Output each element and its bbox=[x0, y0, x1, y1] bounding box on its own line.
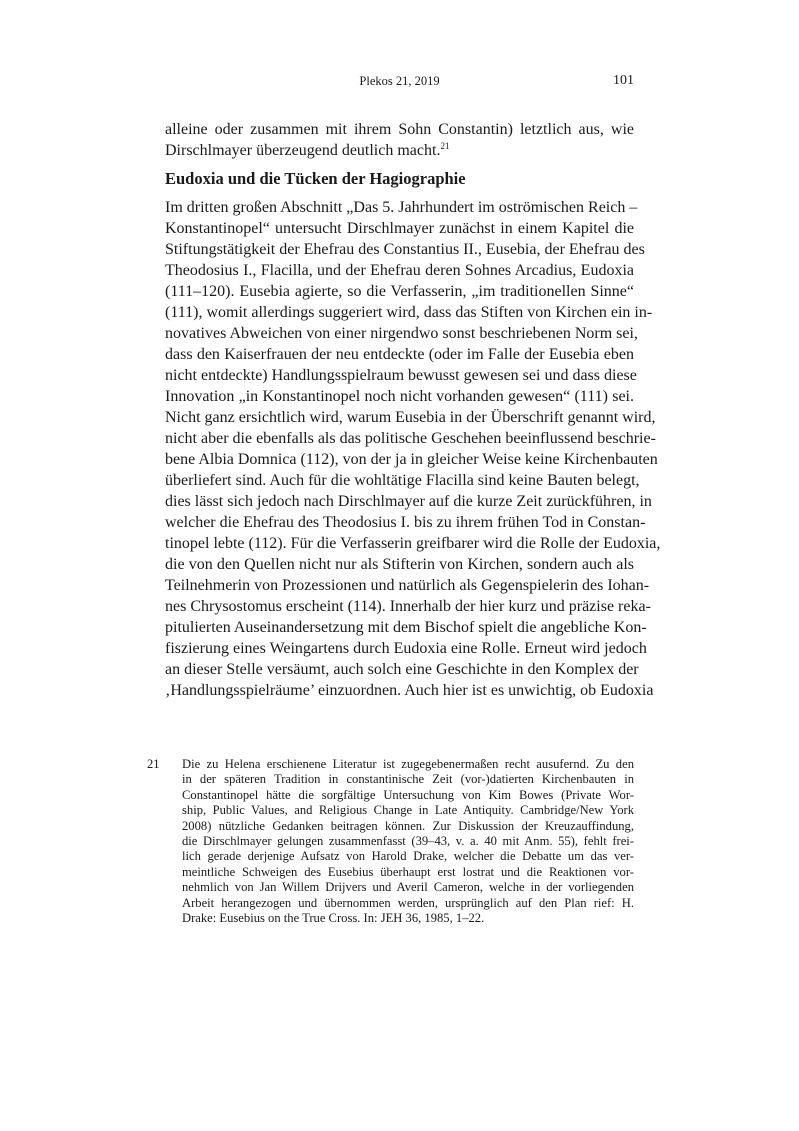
footnote-number: 21 bbox=[147, 757, 160, 771]
text-line: novatives Abweichen von einer nirgendwo sonst beschriebenen Norm sei, bbox=[165, 325, 638, 342]
text-line: Drake: Eusebius on the True Cross. In: JEH 36, 1985, 1–22. bbox=[182, 910, 485, 925]
text-line: (111), womit allerdings suggeriert wird, dass das Stiften von Kirchen ein in- bbox=[165, 304, 653, 321]
text-line: Konstantinopel“ untersucht Dirschlmayer zunächst in einem Kapitel die bbox=[165, 220, 634, 237]
text-line: tinopel lebte (112). Für die Verfasserin greifbarer wird die Rolle der Eudoxia, bbox=[165, 535, 661, 552]
text-line: Stiftungstätigkeit der Ehefrau des Constantius II., Eusebia, der Ehefrau des bbox=[165, 241, 645, 258]
text-line: die Dirschlmayer gelungen zusammenfasst (39–43, v. a. 40 mit Anm. 55), fehlt frei- bbox=[182, 833, 634, 848]
text-line: bene Albia Domnica (112), von der ja in gleicher Weise keine Kirchenbauten bbox=[165, 451, 658, 468]
journal-title: Plekos 21, 2019 bbox=[359, 74, 440, 88]
text-line: nes Chrysostomus erscheint (114). Innerhalb der hier kurz und präzise reka- bbox=[165, 598, 651, 615]
text-line bbox=[165, 140, 634, 161]
text-line: Theodosius I., Flacilla, und der Ehefrau deren Sohnes Arcadius, Eudoxia bbox=[165, 262, 634, 279]
text-line: welcher die Ehefrau des Theodosius I. bis zu ihrem frühen Tod in Constan- bbox=[165, 514, 646, 531]
text-line: nehmlich von Jan Willem Drijvers und Averil Cameron, welche in der vorliegenden bbox=[182, 880, 634, 895]
text-line: lich gerade derjenige Aufsatz von Harold Drake, welcher die Debatte um das ver- bbox=[182, 849, 634, 864]
text-line: nicht entdeckte) Handlungsspielraum bewusst gewesen sei und dass diese bbox=[165, 367, 637, 384]
text-line: an dieser Stelle versäumt, auch solch eine Geschichte in den Komplex der bbox=[165, 661, 639, 678]
text-line: ship, Public Values, and Religious Change in Late Antiquity. Cambridge/New York bbox=[182, 803, 634, 818]
text-line: in der späteren Tradition in constantinische Zeit (vor-)datierten Kirchenbauten in bbox=[182, 772, 634, 787]
text-line: Die zu Helena erschienene Literatur ist zugegebenermaßen recht ausufernd. Zu den bbox=[182, 757, 634, 771]
text-line: pitulierten Auseinandersetzung mit dem Bischof spielt die angebliche Kon- bbox=[165, 619, 647, 636]
text-line: meintliche Schweigen des Eusebius überhaupt erst lostrat und die Reaktionen vor- bbox=[182, 864, 634, 879]
text-line: 2008) nützliche Gedanken beitragen können. Zur Diskussion der Kreuzauffindung, bbox=[182, 818, 634, 833]
section-heading: Eudoxia und die Tücken der Hagiographie bbox=[165, 169, 466, 188]
text-line: Teilnehmerin von Prozessionen und natürlich als Gegenspielerin des Iohan- bbox=[165, 577, 650, 594]
footnote-text bbox=[182, 757, 634, 926]
page-number: 101 bbox=[613, 73, 634, 88]
text-line: dass den Kaiserfrauen der neu entdeckte (oder im Falle der Eusebia eben bbox=[165, 346, 634, 363]
text-line: fiszierung eines Weingartens durch Eudoxia eine Rolle. Erneut wird jedoch bbox=[165, 640, 647, 657]
text-line: (111–120). Eusebia agierte, so die Verfasserin, „im traditionellen Sinne“ bbox=[165, 283, 634, 300]
body-paragraph bbox=[165, 197, 661, 701]
text-line: nicht aber die ebenfalls als das politische Geschehen beeinflussend beschrie- bbox=[165, 430, 656, 447]
text-line: Nicht ganz ersichtlich wird, warum Eusebia in der Überschrift genannt wird, bbox=[165, 409, 656, 426]
text-line: dies lässt sich jedoch nach Dirschlmayer auf die kurze Zeit zurückführen, in bbox=[165, 493, 652, 510]
text-line: Innovation „in Konstantinopel noch nicht vorhanden gewesen“ (111) sei. bbox=[165, 388, 634, 405]
intro-text bbox=[165, 119, 634, 161]
text-line: ‚Handlungsspielräume’ einzuordnen. Auch hier ist es unwichtig, ob Eudoxia bbox=[165, 682, 654, 699]
text-line: die von den Quellen nicht nur als Stifterin von Kirchen, sondern auch als bbox=[165, 556, 634, 573]
text-line: Im dritten großen Abschnitt „Das 5. Jahrhundert im oströmischen Reich – bbox=[165, 199, 638, 216]
running-header bbox=[165, 74, 634, 92]
text-line: Arbeit herangezogen und übernommen werden, ursprünglich auf den Plan rief: H. bbox=[182, 895, 634, 910]
text-line: alleine oder zusammen mit ihrem Sohn Constantin) letztlich aus, wie bbox=[165, 121, 634, 138]
text-line: überliefert sind. Auch für die wohltätige Flacilla sind keine Bauten belegt, bbox=[165, 472, 640, 489]
text-line-content: Dirschlmayer überzeugend deutlich macht. bbox=[165, 142, 441, 159]
text-line: Constantinopel hätte die sorgfältige Untersuchung von Kim Bowes (Private Wor- bbox=[182, 787, 634, 802]
footnote-reference[interactable]: 21 bbox=[440, 141, 450, 151]
